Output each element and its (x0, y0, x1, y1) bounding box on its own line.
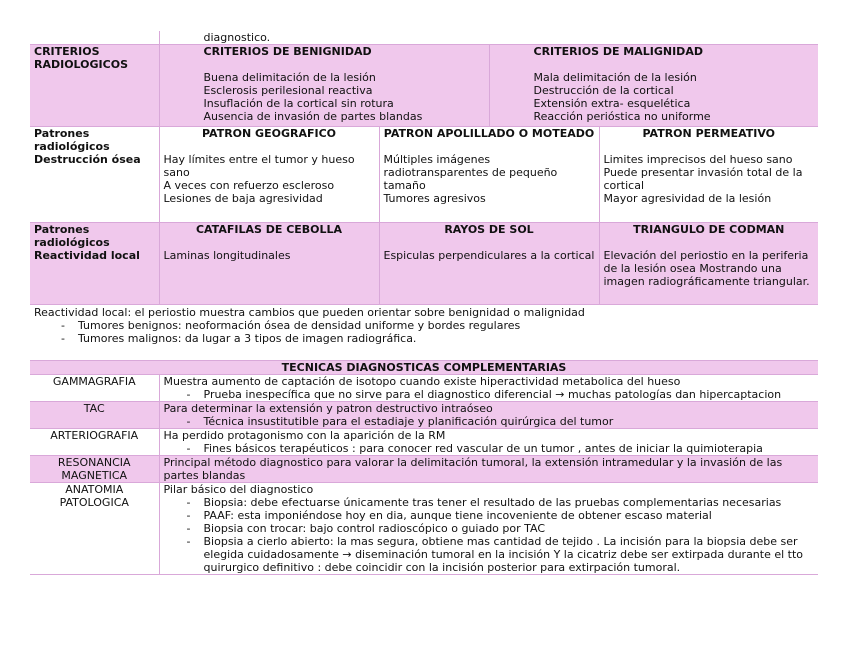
malign-header: CRITERIOS DE MALIGNIDAD (533, 45, 703, 58)
benign-item: Insuflación de la cortical sin rotura (203, 97, 394, 110)
criterios-row (30, 45, 818, 127)
table-row (30, 429, 818, 456)
techniques-title: TECNICAS DIAGNOSTICAS COMPLEMENTARIAS (30, 361, 818, 375)
table-row (30, 402, 818, 429)
technique-main: Pilar básico del diagnostico (163, 483, 314, 496)
benign-item: Esclerosis perilesional reactiva (203, 84, 373, 97)
list-item: - Técnica insustitutible para el estadiaje y planificación quirúrgica del tumor (204, 415, 815, 428)
patron-geografico-cell: PATRON GEOGRAFICO Hay límites entre el tumor y hueso sano A veces con refuerzo escleroso Lesiones de baja agresividad (159, 127, 379, 223)
reactividad-notes (34, 306, 824, 345)
table-row (30, 375, 818, 402)
rayos-sol-header: RAYOS DE SOL (444, 223, 534, 236)
diagnostic-techniques-table (30, 360, 818, 575)
technique-name: ARTERIOGRAFIA (30, 429, 159, 456)
list-item: - Biopsia a cierlo abierto: la mas segura, obtiene mas cantidad de tejido . La incisión para la biopsia debe ser elegida cuidadosamente → diseminación tumoral en la incisión Y la cicatriz debe ser extirpada durante el tto quirurgico definitivo : debe coincidir con la incisión posterior para extirpación tumoral. (204, 535, 815, 574)
rayos-sol-cell: RAYOS DE SOL Espiculas perpendiculares a la cortical (379, 223, 599, 305)
codman-header: TRIANGULO DE CODMAN (633, 223, 785, 236)
list-item: - Fines básicos terapéuticos : para conocer red vascular de un tumor , antes de iniciar la quimioterapia (204, 442, 815, 455)
technique-name: RESONANCIA MAGNETICA (30, 456, 159, 483)
list-item: - PAAF: esta imponiéndose hoy en dia, aunque tiene incoveniente de obtener escaso material (204, 509, 815, 522)
reactividad-intro: Reactividad local: el periostio muestra cambios que pueden orientar sobre benignidad o malignidad (34, 306, 585, 319)
table-row (30, 483, 818, 575)
reactividad-row (30, 223, 818, 305)
catafilas-header: CATAFILAS DE CEBOLLA (195, 223, 343, 236)
radiologic-criteria-table (30, 31, 818, 305)
list-item: - Biopsia: debe efectuarse únicamente tras tener el resultado de las pruebas complementarias necesarias (204, 496, 815, 509)
codman-cell: TRIANGULO DE CODMAN Elevación del periostio en la periferia de la lesión osea Mostrando una imagen radiográficamente triangular. (599, 223, 818, 305)
techniques-title-row (30, 361, 818, 375)
technique-name: GAMMAGRAFIA (30, 375, 159, 402)
patron-apolillado-header: PATRON APOLILLADO O MOTEADO (383, 127, 595, 140)
patron-permeativo-header: PATRON PERMEATIVO (642, 127, 776, 140)
patron-geografico-header: PATRON GEOGRAFICO (201, 127, 336, 140)
malign-item: Extensión extra- esquelética (533, 97, 691, 110)
malign-item: Reacción perióstica no uniforme (533, 110, 711, 123)
table-row (30, 456, 818, 483)
benign-item: Buena delimitación de la lesión (203, 71, 376, 84)
list-item: - Tumores benignos: neoformación ósea de densidad uniforme y bordes regulares (78, 319, 824, 332)
patron-permeativo-cell: PATRON PERMEATIVO Limites imprecisos del hueso sano Puede presentar invasión total de la cortical Mayor agresividad de la lesión (599, 127, 818, 223)
benign-cell (159, 45, 489, 127)
reactividad-label: Patrones radiológicos Reactividad local (30, 223, 159, 305)
carry-over-text: diagnostico. (203, 31, 271, 44)
carry-over-row (30, 31, 818, 45)
technique-main: Ha perdido protagonismo con la aparición de la RM (163, 429, 446, 442)
benign-header: CRITERIOS DE BENIGNIDAD (203, 45, 372, 58)
list-item: - Tumores malignos: da lugar a 3 tipos de imagen radiográfica. (78, 332, 824, 345)
list-item: - Biopsia con trocar: bajo control radioscópico o guiado por TAC (204, 522, 815, 535)
technique-name: ANATOMIA PATOLOGICA (30, 483, 159, 575)
malign-cell (489, 45, 818, 127)
list-item: - Prueba inespecífica que no sirve para el diagnostico diferencial → muchas patologías dan hipercaptacion (204, 388, 815, 401)
technique-main: Principal método diagnostico para valorar la delimitación tumoral, la extensión intramedular y la invasión de las partes blandas (163, 456, 783, 482)
catafilas-cell: CATAFILAS DE CEBOLLA Laminas longitudinales (159, 223, 379, 305)
reactividad-bullets (34, 319, 824, 345)
destruccion-label: Patrones radiológicos Destrucción ósea (30, 127, 159, 223)
technique-main: Para determinar la extensión y patron destructivo intraóseo (163, 402, 493, 415)
technique-main: Muestra aumento de captación de isotopo cuando existe hiperactividad metabolica del hueso (163, 375, 681, 388)
destruccion-row (30, 127, 818, 223)
technique-name: TAC (30, 402, 159, 429)
malign-item: Destrucción de la cortical (533, 84, 674, 97)
criterios-label: CRITERIOS RADIOLOGICOS (30, 45, 159, 127)
benign-item: Ausencia de invasión de partes blandas (203, 110, 423, 123)
malign-item: Mala delimitación de la lesión (533, 71, 697, 84)
patron-apolillado-cell: PATRON APOLILLADO O MOTEADO Múltiples imágenes radiotransparentes de pequeño tamaño Tumores agresivos (379, 127, 599, 223)
